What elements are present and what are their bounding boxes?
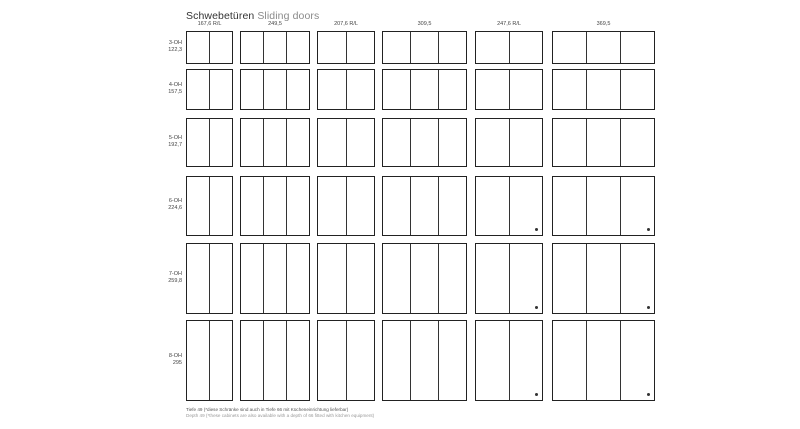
cabinet-cell [475, 243, 543, 314]
door-divider [586, 119, 587, 166]
cabinet-cell [552, 320, 655, 401]
title-german: Schwebetüren [186, 10, 255, 22]
kitchen-option-marker-icon [647, 306, 650, 309]
cabinet-cell [552, 243, 655, 314]
cabinet-cell [186, 176, 233, 236]
door-divider [263, 321, 264, 400]
row-height: 157,5 [168, 88, 182, 95]
footer-note [186, 407, 374, 419]
row-header [150, 82, 182, 96]
door-divider [620, 32, 621, 63]
door-divider [286, 119, 287, 166]
row-header [150, 198, 182, 212]
door-divider [620, 321, 621, 400]
door-divider [410, 70, 411, 109]
door-divider [586, 70, 587, 109]
door-divider [509, 70, 510, 109]
cabinet-cell [186, 320, 233, 401]
door-divider [263, 119, 264, 166]
row-height: 259,8 [168, 277, 182, 284]
column-header: 167,6 R/L [197, 21, 222, 27]
row-code: 6-OH [168, 198, 182, 204]
row-code: 3-OH [168, 39, 182, 46]
door-divider [209, 32, 210, 63]
door-divider [286, 32, 287, 63]
cabinet-cell [317, 320, 375, 401]
column-header: 309,5 [417, 21, 432, 27]
cabinet-cell [317, 118, 375, 167]
cabinet-cell [382, 31, 467, 64]
cabinet-cell [317, 243, 375, 314]
door-divider [438, 32, 439, 63]
door-divider [263, 244, 264, 313]
door-divider [620, 177, 621, 235]
cabinet-cell [382, 320, 467, 401]
door-divider [263, 177, 264, 235]
row-height: 122,3 [168, 46, 182, 53]
cabinet-cell [475, 31, 543, 64]
door-divider [346, 177, 347, 235]
cabinet-cell [552, 69, 655, 110]
footer-note-english: Depth 49 (*these cabinets are also available with a depth of 66 fitted with kitchen equipment) [186, 413, 375, 418]
column-header: 249,5 [268, 21, 282, 27]
kitchen-option-marker-icon [535, 393, 538, 396]
door-divider [410, 321, 411, 400]
row-header [150, 271, 182, 285]
row-header [150, 135, 182, 149]
cabinet-cell [240, 320, 310, 401]
door-divider [438, 244, 439, 313]
door-divider [620, 244, 621, 313]
door-divider [346, 321, 347, 400]
kitchen-option-marker-icon [647, 393, 650, 396]
cabinet-cell [317, 31, 375, 64]
door-divider [209, 177, 210, 235]
door-divider [286, 321, 287, 400]
cabinet-cell [475, 118, 543, 167]
door-divider [509, 119, 510, 166]
row-code: 5-OH [168, 134, 182, 141]
cabinet-cell [240, 31, 310, 64]
kitchen-option-marker-icon [535, 228, 538, 231]
door-divider [438, 70, 439, 109]
door-divider [209, 244, 210, 313]
column-header: 247,6 R/L [497, 21, 521, 27]
cabinet-cell [475, 176, 543, 236]
cabinet-cell [475, 320, 543, 401]
cabinet-cell [186, 69, 233, 110]
door-divider [586, 32, 587, 63]
door-divider [438, 321, 439, 400]
door-divider [286, 177, 287, 235]
door-divider [410, 244, 411, 313]
door-divider [438, 177, 439, 235]
row-header [150, 40, 182, 54]
door-divider [410, 32, 411, 63]
cabinet-cell [317, 69, 375, 110]
door-divider [586, 321, 587, 400]
kitchen-option-marker-icon [535, 306, 538, 309]
door-divider [509, 321, 510, 400]
door-divider [620, 119, 621, 166]
column-header: 207,6 R/L [334, 21, 358, 27]
door-divider [346, 32, 347, 63]
door-divider [509, 32, 510, 63]
door-divider [209, 70, 210, 109]
cabinet-cell [186, 31, 233, 64]
door-divider [346, 70, 347, 109]
door-divider [410, 177, 411, 235]
title-english: Sliding doors [257, 10, 320, 22]
cabinet-cell [240, 69, 310, 110]
door-divider [438, 119, 439, 166]
row-height: 224,6 [168, 205, 182, 211]
column-header: 369,5 [596, 21, 611, 27]
cabinet-cell [552, 176, 655, 236]
cabinet-cell [382, 176, 467, 236]
row-code: 4-OH [168, 81, 182, 88]
cabinet-cell [382, 243, 467, 314]
cabinet-cell [382, 69, 467, 110]
row-code: 7-OH [168, 270, 182, 277]
door-divider [263, 70, 264, 109]
cabinet-cell [186, 118, 233, 167]
door-divider [209, 321, 210, 400]
cabinet-cell [240, 243, 310, 314]
cabinet-cell [552, 118, 655, 167]
door-divider [410, 119, 411, 166]
cabinet-cell [475, 69, 543, 110]
door-divider [620, 70, 621, 109]
door-divider [286, 70, 287, 109]
row-header [150, 353, 182, 367]
door-divider [346, 119, 347, 166]
cabinet-cell [240, 176, 310, 236]
door-divider [286, 244, 287, 313]
door-divider [586, 244, 587, 313]
cabinet-cell [317, 176, 375, 236]
door-divider [509, 244, 510, 313]
door-divider [263, 32, 264, 63]
door-divider [509, 177, 510, 235]
cabinet-cell [382, 118, 467, 167]
row-height: 192,7 [168, 141, 182, 148]
cabinet-cell [240, 118, 310, 167]
footer-note-german: Tiefe 49 (*diese Schränke sind auch in Tiefe 66 mit Kücheneinrichtung lieferbar) [186, 407, 349, 412]
door-divider [586, 177, 587, 235]
row-code: 8-OH [168, 352, 182, 359]
door-divider [209, 119, 210, 166]
cabinet-cell [186, 243, 233, 314]
kitchen-option-marker-icon [647, 228, 650, 231]
cabinet-cell [552, 31, 655, 64]
door-divider [346, 244, 347, 313]
row-height: 295 [172, 359, 182, 366]
